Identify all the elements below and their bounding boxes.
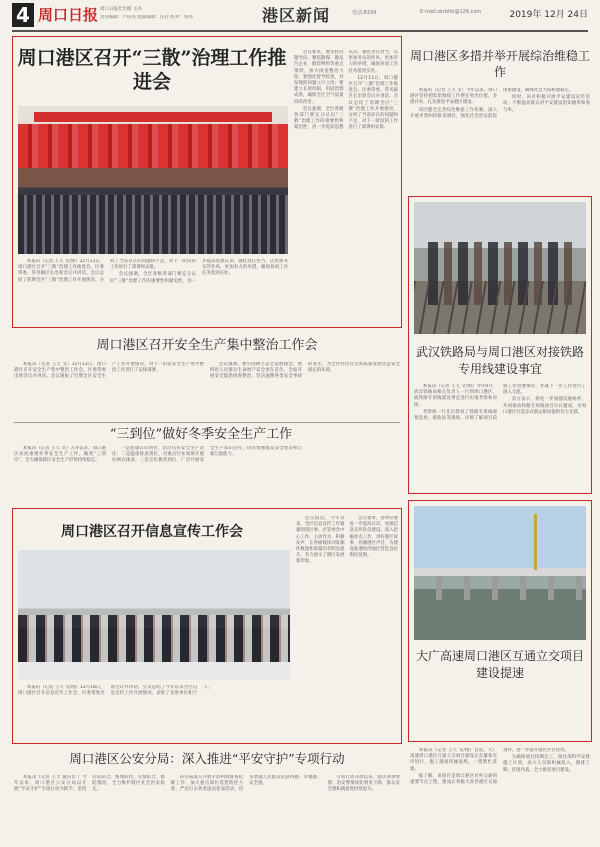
crane: [534, 514, 537, 570]
article-3-body: 本报讯（记者 王天 文）入冬以来，周口港区高度重视冬季安全生产工作，做到“三到位”，全力确保辖区安全生产形势持续稳定。 一是思想认识到位，层层压实安全生产责任；二是隐患排查到位，对重点行业领域开展拉网式排查；三是宣传教育到位，广泛开展安全生产知识宣传，切实增强群众安全意识和自救互救能力。: [14, 446, 302, 464]
bridge-deck: [414, 568, 586, 576]
article-1-body-right: 会议要求，要坚持问题导向，聚焦散煤、散乱污企业、散装物料等重点领域，加大排查整治力度；要强化督导检查，对发现的问题立行立改；要建立长效机制，巩固治理成果，确保全区空气质量持续改善。 会议强调，全区各级各部门要充分认识“三散”治理工作的重要性和紧迫性，进一步提高思想认识，强化责任担当，以更加务实的作风、更加有力的举措，确保各项工作任务落到实处。 12月13日，周口港区召开“三散”治理工作推进会。区委常委、常务副区长出席会议并讲话。会议总结了前期全区“三散”治理工作开展情况，分析了当前存在的问题和不足，对下一阶段的工作进行了部署和安排。: [294, 50, 398, 131]
divider: [14, 422, 400, 423]
article-8-photo: [414, 506, 586, 640]
article-1-title: 周口港区召开“三散”治理工作推进会: [17, 47, 287, 93]
masthead-rule: [12, 30, 588, 32]
article-1-body-lower: 本报讯（记者 王天 文/图）12月13日，周口港区召开“三散”治理工作推进会。区委常委、常务副区长出席会议并讲话。会议总结了前期全区“三散”治理工作开展情况，分析了当前存在的问题和不足，对下一阶段的工作进行了部署和安排。 会议强调，全区各级各部门要充分认识“三散”治理工作的重要性和紧迫性，进一步提高思想认识，强化责任担当，以更加务实的作风、更加有力的举措，确保各项工作任务落到实处。: [18, 259, 288, 284]
article-1-photo: [18, 106, 288, 254]
article-7-body: 本报讯（记者 王天 文/图）今年9月，武汉铁路局相关负责人一行到周口港区，就铁路专用线建设事宜进行实地考察和对接。 考察组一行先后察看了铁路专用线规划选址、接轨站等现场，详细了解项目前期工作进展情况，并就下一步工作进行了深入交流。 双方表示，将进一步加强沟通协作，共同推动铁路专用线项目早日建成，为周口港区打造多式联运枢纽提供有力支撑。: [414, 384, 586, 422]
article-2-title: 周口港区召开安全生产集中整治工作会: [96, 338, 318, 353]
article-5-title: 周口港区公安分局：深入推进“平安守护”专项行动: [69, 751, 345, 766]
section-title: 港区新闻: [262, 6, 331, 25]
article-4-photo: [18, 550, 290, 680]
rail-tracks: [414, 281, 586, 334]
article-4-title: 周口港区召开信息宣传工作会: [61, 524, 243, 540]
flags-decoration: [18, 124, 288, 168]
article-8-body: 本报讯（记者 王天 文/图）目前，大广高速周口港区互通立交项目建设正在紧张有序进行，施工现场机械轰鸣，一派繁忙景象。 据了解，该项目是周口港区对外交通的重要节点工程，建成后将极大改善港区交通条件，进一步提升港区区位优势。 为确保项目按期完工，项目部科学安排施工计划，加大人员和机械投入，倒排工期、挂图作战，全力推进项目建设。: [410, 748, 590, 786]
article-5-body: 本报讯（记者 王天 通讯员 ）今年以来，周口港区公安分局以开展“平安守护”专项行动为抓手，坚持打防结合、整体防控、专群结合、群防群治，全力维护辖区社会治安稳定。 该分局深入开展矛盾纠纷排查化解工作，加大重点部位巡逻防控力度，严厉打击各类违法犯罪活动，切实增强人民群众的获得感、幸福感、安全感。 专项行动开展以来，辖区刑事警情、治安警情同比明显下降，群众安全感和满意度持续提升。: [14, 775, 400, 793]
article-7-photo: [414, 202, 586, 334]
article-6-title: 周口港区多措并举开展综治维稳工作: [410, 49, 591, 79]
article-2-body: 本报讯（记者 王天 文）12月13日，周口港区召开安全生产集中整治工作会，区委常委出席会议并讲话。会议通报了近期全区安全生产工作开展情况，对下一阶段安全生产集中整治工作进行了安排部署。 会议强调，要牢固树立安全发展理念，始终把人民群众生命财产安全放在首位，全面开展安全隐患排查整治，坚决遏制各类安全事故的发生，为全区经济社会高质量发展营造安全稳定的环境。: [14, 362, 400, 380]
paper-logo: 周口日报: [38, 6, 99, 24]
publish-date: 2019年 12月 24日: [509, 10, 588, 20]
meeting-desk: [18, 662, 290, 680]
article-3-title: “三到位”做好冬季安全生产工作: [109, 427, 293, 442]
masthead: [0, 0, 600, 30]
meeting-banner: [34, 112, 272, 122]
masthead-editors: 责任编辑：卢培英 版面编辑：汪岩 校对：郭伟: [100, 15, 193, 20]
audience-seats: [18, 195, 288, 254]
attendees: [18, 615, 290, 667]
article-4-body-lower: 本报讯（记者 王天 文/图）12月18日，周口港区召开信息宣传工作会，区委常委出席会议并讲话。会议总结了今年以来全区信息宣传工作开展情况，表彰了先进单位和个人。: [18, 685, 213, 697]
bridge-piers: [414, 576, 586, 600]
article-6-body: 本报讯（记者 王天 文）今年以来，周口港区坚持把综治维稳工作摆在突出位置，多措并举，扎实推进平安港区建设。 该区健全完善综治维稳工作机制，深入开展矛盾纠纷排查调处，强化社会治安防控体系建设，确保社会大局和谐稳定。 同时，该区积极开展平安建设宣传活动，不断提高群众对平安建设的知晓率和参与率。: [410, 88, 590, 119]
article-4-body-right: 会议指出，今年以来，全区信息宣传工作紧紧围绕区委、区管委会中心工作，主动作为，积极发声，在各级媒体刊发稿件数量和质量均有明显提升，有力展示了港区发展新形象。 会议要求，各单位要进一步提高认识，加强信息宣传队伍建设，深入挖掘亮点工作，讲好港区故事，传播港区声音，为建设临港经济强区营造良好舆论氛围。: [296, 516, 398, 565]
masthead-phone: 电话:8199: [352, 10, 377, 16]
masthead-meta: 周口日报社出版 主办: [100, 7, 142, 12]
masthead-email: E-mail:zkrbhb@126.com: [420, 9, 482, 15]
article-7-title: 武汉铁路局与周口港区对接铁路专用线建设事宜: [415, 345, 584, 376]
article-8-title: 大广高速周口港区互通立交项目建设提速: [415, 649, 584, 680]
page-number: 4: [12, 3, 34, 27]
